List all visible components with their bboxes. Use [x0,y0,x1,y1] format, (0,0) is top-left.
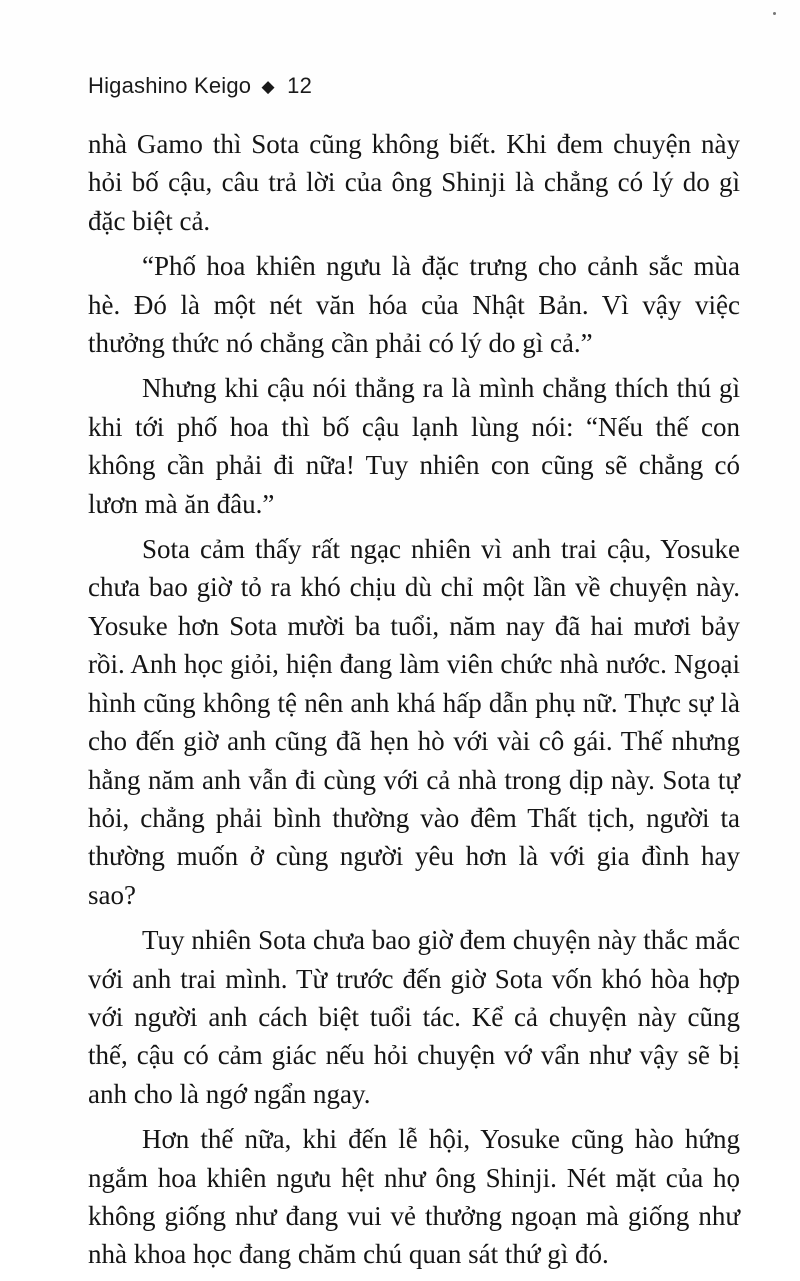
paragraph: Tuy nhiên Sota chưa bao giờ đem chuyện này thắc mắc với anh trai mình. Từ trước đến giờ Sota vốn khó hòa hợp với người anh cách biệt tuổi tác. Kể cả chuyện này cũng thế, cậu có cảm giác nếu hỏi chuyện vớ vẩn như vậy sẽ bị anh cho là ngớ ngẩn ngay. [88,925,740,1109]
body-text [88,125,740,1281]
paragraph: Hơn thế nữa, khi đến lễ hội, Yosuke cũng hào hứng ngắm hoa khiên ngưu hệt như ông Shinji. Nét mặt của họ không giống như đang vui vẻ thưởng ngoạn mà giống như nhà khoa học đang chăm chú quan sát thứ gì đó. [88,1124,740,1270]
paragraph: Sota cảm thấy rất ngạc nhiên vì anh trai cậu, Yosuke chưa bao giờ tỏ ra khó chịu dù chỉ một lần về chuyện này. Yosuke hơn Sota mười ba tuổi, năm nay đã hai mươi bảy rồi. Anh học giỏi, hiện đang làm viên chức nhà nước. Ngoại hình cũng không tệ nên anh khá hấp dẫn phụ nữ. Thực sự là cho đến giờ anh cũng đã hẹn hò với vài cô gái. Thế nhưng hằng năm anh vẫn đi cùng với cả nhà trong dịp này. Sota tự hỏi, chẳng phải bình thường vào đêm Thất tịch, người ta thường muốn ở cùng người yêu hơn là với gia đình hay sao? [88,534,740,910]
diamond-separator-icon: ◆ [261,77,275,96]
paper-speck [773,12,776,15]
author-name: Higashino Keigo [88,73,252,98]
paragraph: Nhưng khi cậu nói thẳng ra là mình chẳng thích thú gì khi tới phố hoa thì bố cậu lạnh lùng nói: “Nếu thế con không cần phải đi nữa! Tuy nhiên con cũng sẽ chẳng có lươn mà ăn đâu.” [88,373,740,519]
paragraph: nhà Gamo thì Sota cũng không biết. Khi đem chuyện này hỏi bố cậu, câu trả lời của ông Shinji là chẳng có lý do gì đặc biệt cả. [88,129,740,236]
paragraph: “Phố hoa khiên ngưu là đặc trưng cho cảnh sắc mùa hè. Đó là một nét văn hóa của Nhật Bản. Vì vậy việc thưởng thức nó chẳng cần phải có lý do gì cả.” [88,251,740,359]
running-header [88,73,312,99]
page-number: 12 [287,73,313,98]
